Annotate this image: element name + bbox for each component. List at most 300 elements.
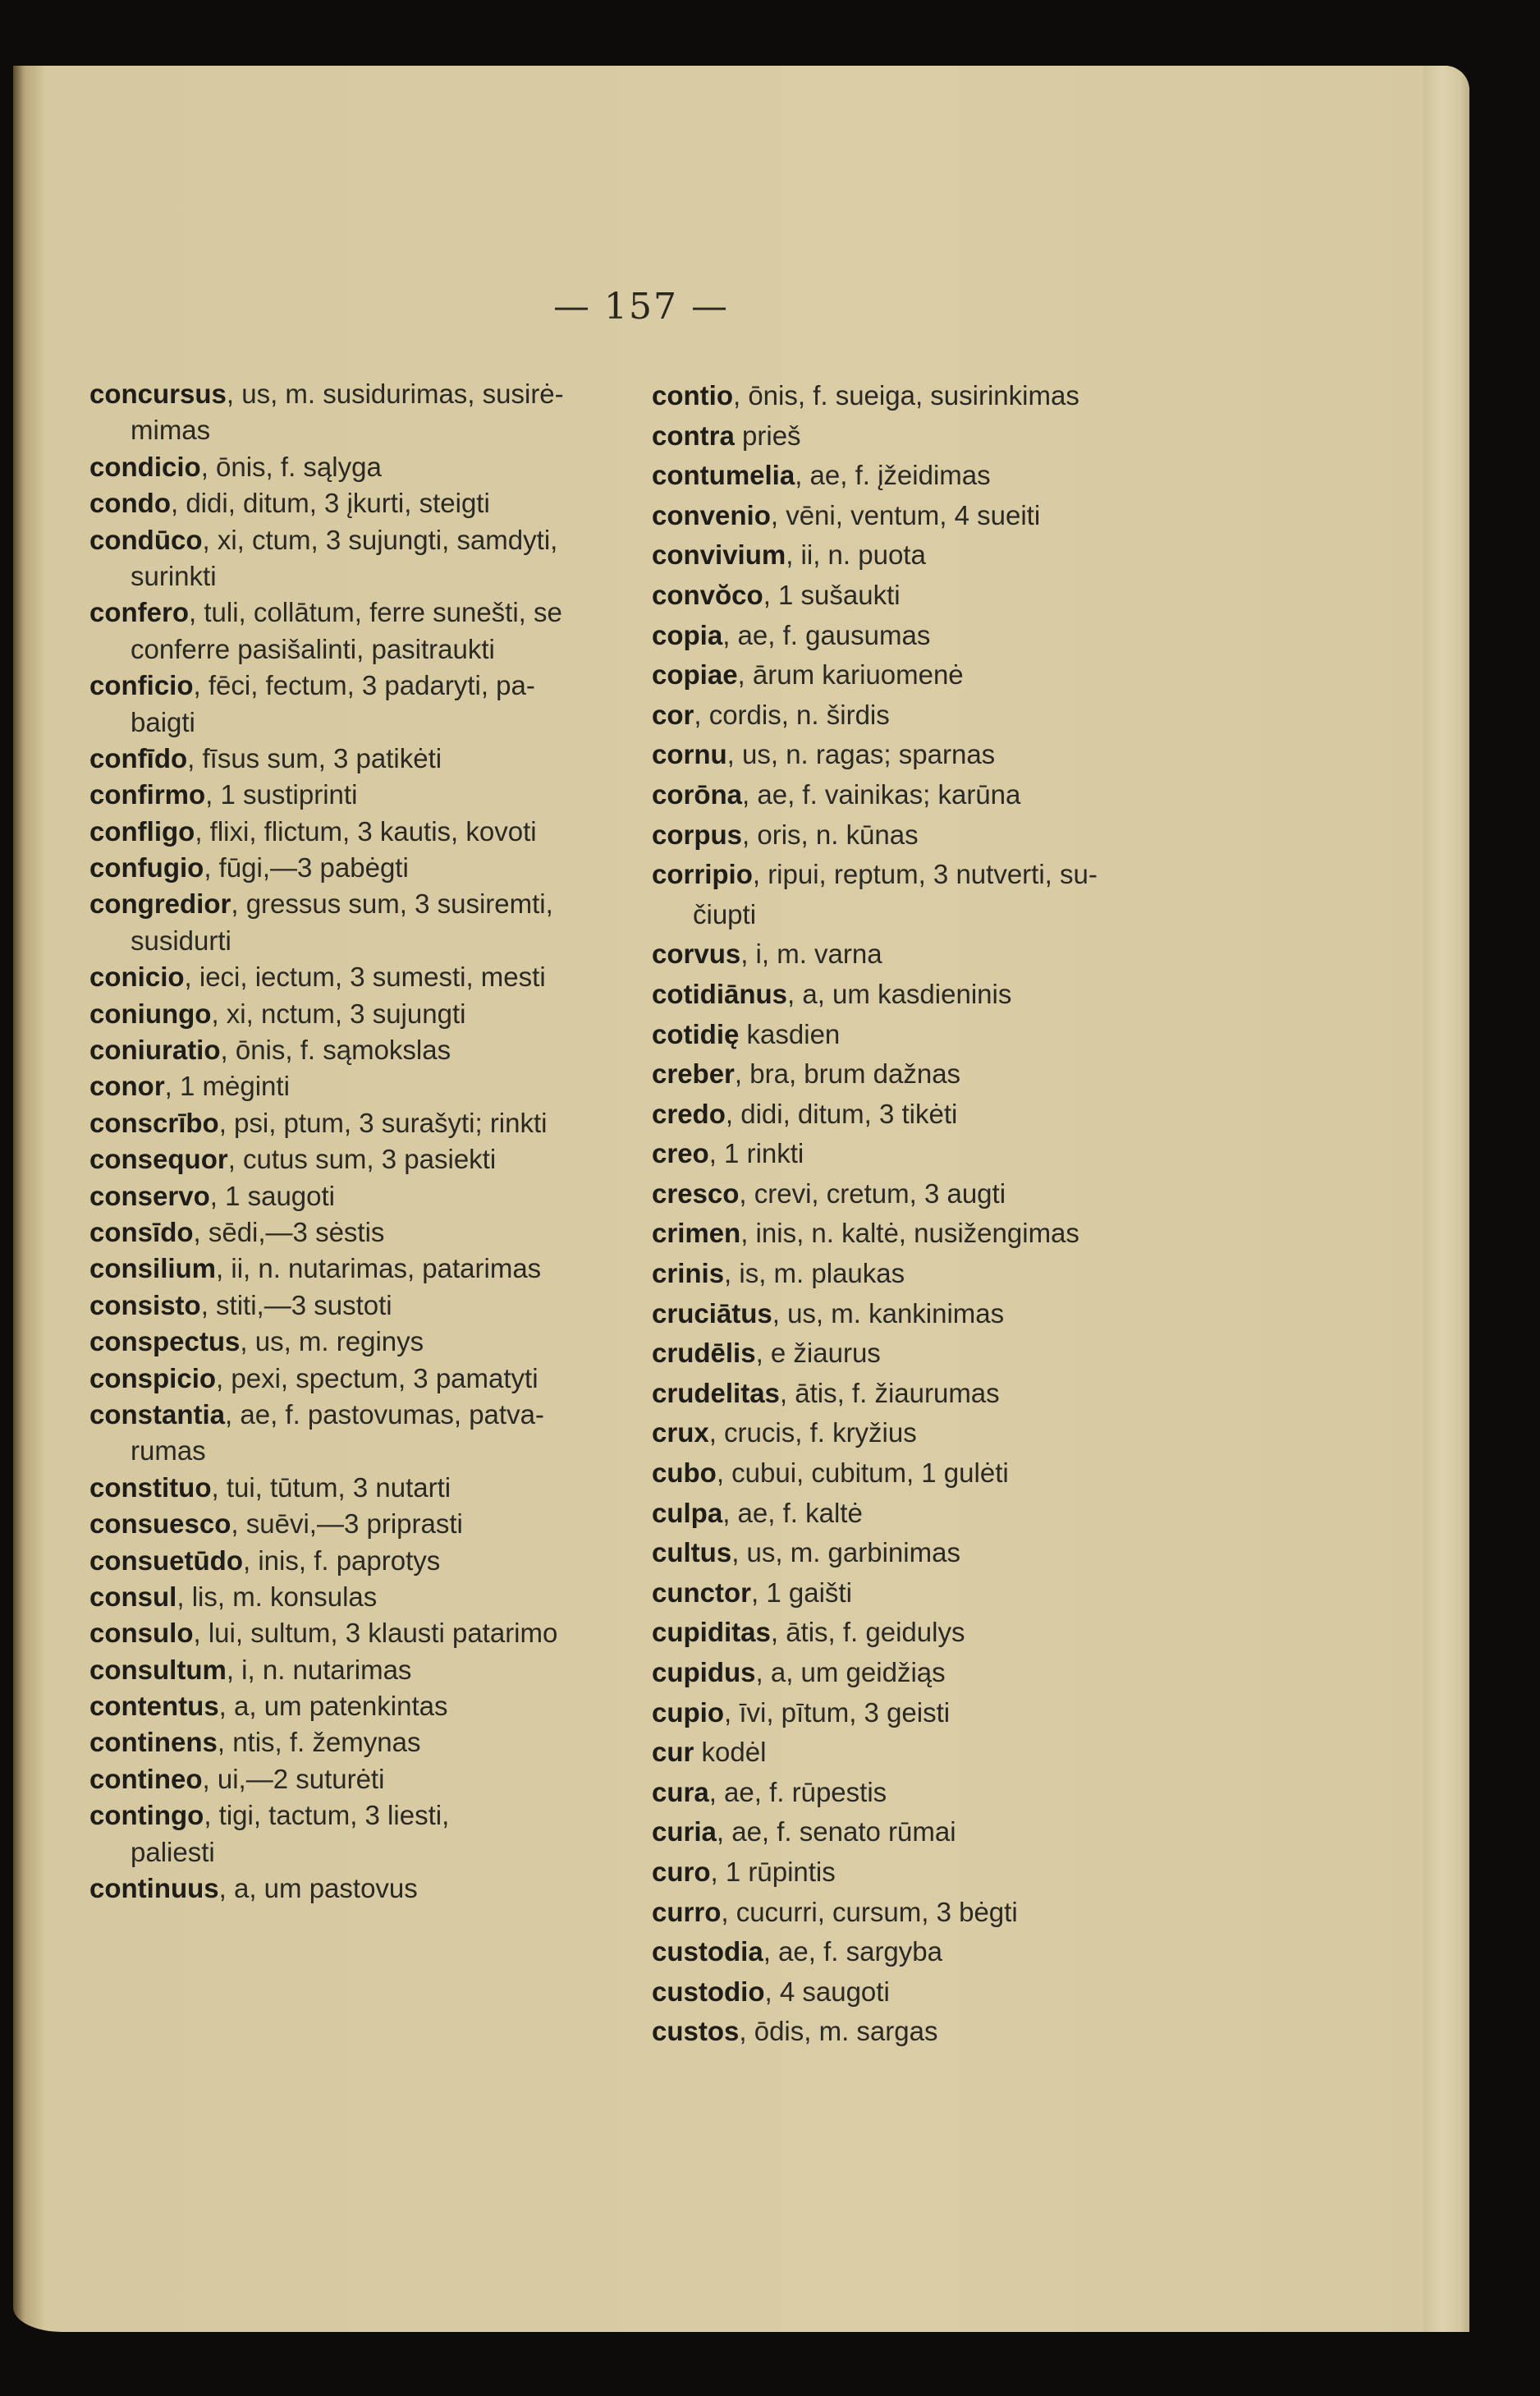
dictionary-entry bbox=[89, 1506, 631, 1542]
headword: contumelia bbox=[652, 460, 795, 491]
dictionary-entry bbox=[652, 1533, 1185, 1573]
entry-line bbox=[89, 1178, 631, 1214]
headword: corripio bbox=[652, 859, 753, 890]
definition: , i, n. nutarimas bbox=[226, 1654, 412, 1685]
headword: consul bbox=[89, 1581, 177, 1612]
definition: , cucurri, cursum, 3 bėgti bbox=[721, 1896, 1018, 1927]
definition: , ae, f. gausumas bbox=[722, 619, 931, 650]
entry-line bbox=[89, 1652, 631, 1688]
dictionary-entry bbox=[652, 815, 1185, 856]
entry-line bbox=[89, 1141, 631, 1177]
entry-line bbox=[652, 1294, 1185, 1334]
entry-line bbox=[89, 996, 631, 1032]
entry-line bbox=[652, 1733, 1185, 1773]
headword: contentus bbox=[89, 1691, 219, 1722]
dictionary-entry bbox=[652, 1413, 1185, 1453]
headword: cor bbox=[652, 699, 694, 730]
entry-line bbox=[652, 1972, 1185, 2013]
dictionary-entry bbox=[89, 996, 631, 1032]
headword: convenio bbox=[652, 499, 771, 530]
headword: cultus bbox=[652, 1537, 732, 1568]
dictionary-entry bbox=[89, 1214, 631, 1251]
definition: , 1 rūpintis bbox=[710, 1856, 836, 1887]
entry-line bbox=[652, 735, 1185, 775]
definition: , crevi, cretum, 3 augti bbox=[739, 1177, 1006, 1209]
entry-line bbox=[89, 594, 631, 631]
definition: , cutus sum, 3 pasiekti bbox=[227, 1144, 497, 1175]
headword: crudelitas bbox=[652, 1377, 780, 1408]
dictionary-entry bbox=[652, 416, 1185, 457]
dictionary-entry bbox=[652, 975, 1185, 1015]
dictionary-entry bbox=[89, 1141, 631, 1177]
headword: contio bbox=[652, 380, 733, 411]
definition: , ātis, f. žiaurumas bbox=[779, 1377, 1000, 1408]
dictionary-entry bbox=[89, 959, 631, 995]
definition: , ae, f. sargyba bbox=[763, 1936, 942, 1967]
dictionary-entry bbox=[89, 1324, 631, 1360]
definition: , inis, f. paprotys bbox=[243, 1545, 441, 1576]
dictionary-entry bbox=[89, 1397, 631, 1470]
entry-line bbox=[652, 934, 1185, 975]
headword: convivium bbox=[652, 539, 786, 571]
entry-line bbox=[89, 1068, 631, 1104]
headword: cupiditas bbox=[652, 1617, 771, 1648]
dictionary-entry bbox=[89, 1251, 631, 1287]
dictionary-entry bbox=[652, 376, 1185, 416]
dictionary-entry bbox=[652, 1015, 1185, 1055]
headword: crux bbox=[652, 1417, 709, 1448]
definition: , bra, brum dažnas bbox=[734, 1058, 961, 1090]
definition-continuation: mimas bbox=[131, 415, 211, 446]
definition: , tuli, collātum, ferre sunešti, se bbox=[189, 597, 562, 628]
definition: , inis, n. kaltė, nusižengimas bbox=[740, 1218, 1079, 1249]
entry-line bbox=[652, 855, 1185, 895]
definition: , us, m. susidurimas, susirė- bbox=[226, 379, 564, 409]
definition-continuation: rumas bbox=[131, 1435, 206, 1467]
entry-line bbox=[89, 1543, 631, 1579]
entry-line bbox=[89, 1797, 631, 1834]
entry-line bbox=[652, 1573, 1185, 1613]
entry-line bbox=[89, 1506, 631, 1542]
definition: , 1 saugoti bbox=[209, 1180, 336, 1211]
entry-line bbox=[652, 775, 1185, 815]
definition: , us, m. garbinimas bbox=[731, 1537, 960, 1568]
entry-line bbox=[652, 1453, 1185, 1494]
definition: , a, um kasdieninis bbox=[787, 978, 1012, 1009]
definition: , tigi, tactum, 3 liesti, bbox=[204, 1800, 450, 1831]
dictionary-entry bbox=[89, 1688, 631, 1724]
entry-line bbox=[89, 959, 631, 995]
dictionary-entry bbox=[652, 1294, 1185, 1334]
entry-line bbox=[652, 1015, 1185, 1055]
headword: conscrībo bbox=[89, 1107, 219, 1138]
entry-line bbox=[652, 1254, 1185, 1294]
headword: cupidus bbox=[652, 1657, 756, 1687]
definition: kodėl bbox=[694, 1737, 767, 1768]
headword: constantia bbox=[89, 1398, 226, 1430]
entry-line bbox=[89, 1324, 631, 1360]
dictionary-entry bbox=[89, 777, 631, 813]
dictionary-entry bbox=[652, 1494, 1185, 1534]
dictionary-column-left bbox=[89, 376, 631, 1907]
headword: creo bbox=[652, 1138, 709, 1169]
definition: , ae, f. įžeidimas bbox=[795, 460, 991, 491]
definition-continuation: surinkti bbox=[131, 560, 217, 591]
dictionary-entry bbox=[89, 668, 631, 741]
headword: coniungo bbox=[89, 998, 212, 1029]
headword: crudēlis bbox=[652, 1338, 756, 1369]
headword: continens bbox=[89, 1727, 218, 1758]
dictionary-entry bbox=[89, 1470, 631, 1506]
entry-line bbox=[652, 376, 1185, 416]
dictionary-entry bbox=[89, 1032, 631, 1068]
entry-line bbox=[652, 535, 1185, 576]
headword: constituo bbox=[89, 1471, 212, 1503]
entry-line bbox=[89, 1688, 631, 1724]
definition: , ae, f. vainikas; karūna bbox=[742, 778, 1021, 810]
entry-line bbox=[652, 1413, 1185, 1453]
entry-line bbox=[652, 1374, 1185, 1414]
dictionary-entry bbox=[652, 1972, 1185, 2013]
dictionary-entry bbox=[652, 1932, 1185, 1972]
definition: , lis, m. konsulas bbox=[176, 1581, 378, 1612]
entry-line bbox=[89, 1579, 631, 1615]
entry-line bbox=[89, 1724, 631, 1760]
entry-line bbox=[652, 1653, 1185, 1693]
dictionary-entry bbox=[89, 522, 631, 595]
definition-continuation: conferre pasišalinti, pasitraukti bbox=[131, 633, 495, 664]
dictionary-entry bbox=[89, 886, 631, 959]
entry-line bbox=[652, 1693, 1185, 1733]
entry-line bbox=[89, 1105, 631, 1141]
headword: custodia bbox=[652, 1936, 763, 1967]
book-page bbox=[13, 66, 1469, 2332]
entry-line bbox=[652, 975, 1185, 1015]
entry-line bbox=[652, 416, 1185, 457]
headword: curo bbox=[652, 1856, 711, 1887]
dictionary-entry bbox=[89, 741, 631, 777]
entry-line bbox=[652, 1812, 1185, 1852]
definition: , 1 mėginti bbox=[164, 1071, 290, 1102]
headword: creber bbox=[652, 1058, 735, 1090]
headword: continuus bbox=[89, 1873, 219, 1904]
headword: conspicio bbox=[89, 1362, 217, 1393]
dictionary-entry bbox=[89, 1288, 631, 1324]
headword: cresco bbox=[652, 1177, 740, 1209]
definition: , us, m. kankinimas bbox=[772, 1297, 1005, 1329]
headword: consilium bbox=[89, 1253, 217, 1284]
entry-line bbox=[652, 655, 1185, 695]
definition: , ntis, f. žemynas bbox=[217, 1727, 421, 1758]
definition: , stiti,—3 sustoti bbox=[200, 1289, 392, 1320]
definition: , 1 gaišti bbox=[751, 1577, 852, 1608]
definition: , didi, ditum, 3 įkurti, steigti bbox=[170, 488, 490, 519]
entry-line bbox=[89, 1361, 631, 1397]
dictionary-entry bbox=[652, 1693, 1185, 1733]
definition: , e žiaurus bbox=[755, 1338, 881, 1369]
headword: copiae bbox=[652, 659, 738, 691]
definition: , ōnis, f. sueiga, susirinkimas bbox=[732, 380, 1079, 411]
entry-line bbox=[652, 1893, 1185, 1933]
entry-line bbox=[652, 1214, 1185, 1254]
entry-line bbox=[652, 1333, 1185, 1374]
entry-line bbox=[89, 449, 631, 485]
entry-line bbox=[89, 668, 631, 704]
definition: , ripui, reptum, 3 nutverti, su- bbox=[752, 859, 1098, 890]
headword: cupio bbox=[652, 1696, 724, 1728]
headword: corvus bbox=[652, 939, 741, 970]
entry-line bbox=[652, 456, 1185, 496]
headword: conservo bbox=[89, 1180, 210, 1211]
headword: cornu bbox=[652, 739, 727, 770]
definition: , sēdi,—3 sėstis bbox=[193, 1216, 385, 1247]
definition: , ae, f. rūpestis bbox=[708, 1776, 887, 1807]
headword: cotidię bbox=[652, 1018, 740, 1049]
headword: copia bbox=[652, 619, 723, 650]
dictionary-entry bbox=[652, 1453, 1185, 1494]
headword: condicio bbox=[89, 451, 201, 482]
dictionary-entry bbox=[652, 1573, 1185, 1613]
dictionary-entry bbox=[652, 1134, 1185, 1174]
definition: , ae, f. pastovumas, patva- bbox=[225, 1398, 544, 1430]
dictionary-entry bbox=[89, 1361, 631, 1397]
headword: contineo bbox=[89, 1763, 203, 1794]
entry-line bbox=[652, 1174, 1185, 1214]
entry-line bbox=[89, 1870, 631, 1907]
definition: , suēvi,—3 priprasti bbox=[231, 1508, 463, 1540]
dictionary-entry bbox=[89, 449, 631, 485]
dictionary-entry bbox=[652, 1812, 1185, 1852]
dictionary-entry bbox=[89, 1761, 631, 1797]
definition: , a, um patenkintas bbox=[218, 1691, 448, 1722]
headword: congredior bbox=[89, 888, 231, 920]
definition: , didi, ditum, 3 tikėti bbox=[725, 1098, 958, 1129]
dictionary-entry bbox=[89, 1579, 631, 1615]
definition: , psi, ptum, 3 surašyti; rinkti bbox=[218, 1107, 548, 1138]
dictionary-entry bbox=[652, 934, 1185, 975]
dictionary-entry bbox=[652, 735, 1185, 775]
headword: consuetūdo bbox=[89, 1545, 243, 1576]
definition: , pexi, spectum, 3 pamatyti bbox=[216, 1362, 539, 1393]
dictionary-entry bbox=[89, 1105, 631, 1141]
headword: conficio bbox=[89, 670, 194, 701]
definition: , us, m. reginys bbox=[240, 1326, 424, 1357]
definition: , cordis, n. širdis bbox=[694, 699, 890, 730]
entry-line bbox=[652, 695, 1185, 736]
entry-line bbox=[652, 2012, 1185, 2052]
headword: cura bbox=[652, 1776, 709, 1807]
dictionary-entry bbox=[652, 1095, 1185, 1135]
definition: , lui, sultum, 3 klausti patarimo bbox=[193, 1618, 558, 1649]
entry-line bbox=[652, 496, 1185, 536]
dictionary-entry bbox=[652, 1653, 1185, 1693]
definition: , fūgi,—3 pabėgti bbox=[204, 852, 409, 884]
dictionary-entry bbox=[652, 616, 1185, 656]
entry-line bbox=[89, 1397, 631, 1433]
entry-line bbox=[652, 1932, 1185, 1972]
definition: , ōdis, m. sargas bbox=[739, 2016, 938, 2047]
definition: , ieci, iectum, 3 sumesti, mesti bbox=[184, 962, 546, 993]
dictionary-entry bbox=[652, 1893, 1185, 1933]
entry-line bbox=[89, 1470, 631, 1506]
entry-line bbox=[89, 1288, 631, 1324]
dictionary-entry bbox=[89, 485, 631, 521]
definition: , ōnis, f. sąlyga bbox=[200, 451, 382, 482]
entry-line bbox=[89, 1251, 631, 1287]
dictionary-entry bbox=[652, 456, 1185, 496]
entry-line bbox=[652, 1134, 1185, 1174]
headword: consisto bbox=[89, 1289, 201, 1320]
dictionary-entry bbox=[652, 1773, 1185, 1813]
definition-continuation: čiupti bbox=[693, 898, 757, 929]
entry-line bbox=[652, 1095, 1185, 1135]
definition: , 4 saugoti bbox=[764, 1976, 890, 2007]
definition: , fīsus sum, 3 patikėti bbox=[187, 742, 442, 773]
definition: , flixi, flictum, 3 kautis, kovoti bbox=[195, 815, 537, 847]
definition: , ii, n. puota bbox=[786, 539, 926, 571]
headword: crimen bbox=[652, 1218, 741, 1249]
definition: , gressus sum, 3 susiremti, bbox=[231, 888, 553, 920]
dictionary-entry bbox=[652, 2012, 1185, 2052]
dictionary-entry bbox=[652, 1174, 1185, 1214]
entry-line bbox=[89, 1032, 631, 1068]
entry-line bbox=[89, 741, 631, 777]
headword: confīdo bbox=[89, 742, 188, 773]
dictionary-entry bbox=[89, 1724, 631, 1760]
definition-continuation: paliesti bbox=[131, 1836, 215, 1867]
headword: condūco bbox=[89, 524, 203, 555]
dictionary-column-right bbox=[652, 376, 1185, 2052]
entry-line bbox=[652, 815, 1185, 856]
headword: curia bbox=[652, 1816, 717, 1847]
definition: , 1 sušaukti bbox=[763, 579, 901, 610]
dictionary-entry bbox=[652, 855, 1185, 934]
definition: , ii, n. nutarimas, patarimas bbox=[216, 1253, 542, 1284]
entry-line bbox=[89, 814, 631, 850]
entry-line bbox=[652, 1852, 1185, 1893]
headword: custos bbox=[652, 2016, 740, 2047]
definition: , ārum kariuomenė bbox=[737, 659, 964, 691]
definition: , oris, n. kūnas bbox=[742, 819, 919, 850]
dictionary-entry bbox=[652, 695, 1185, 736]
definition: , xi, nctum, 3 sujungti bbox=[211, 998, 466, 1029]
entry-line bbox=[89, 1761, 631, 1797]
entry-line bbox=[652, 1613, 1185, 1653]
headword: consīdo bbox=[89, 1216, 194, 1247]
definition: , us, n. ragas; sparnas bbox=[726, 739, 996, 770]
dictionary-entry bbox=[652, 1254, 1185, 1294]
dictionary-entry bbox=[89, 1543, 631, 1579]
headword: conspectus bbox=[89, 1326, 241, 1357]
headword: cotidiānus bbox=[652, 978, 788, 1009]
entry-line bbox=[89, 522, 631, 558]
definition: , crucis, f. kryžius bbox=[708, 1417, 917, 1448]
entry-line bbox=[652, 576, 1185, 616]
dictionary-entry bbox=[89, 1068, 631, 1104]
headword: confugio bbox=[89, 852, 204, 884]
headword: culpa bbox=[652, 1497, 723, 1528]
dictionary-entry bbox=[652, 655, 1185, 695]
headword: credo bbox=[652, 1098, 726, 1129]
headword: cunctor bbox=[652, 1577, 752, 1608]
headword: curro bbox=[652, 1896, 722, 1927]
page-number: — 157 — bbox=[553, 286, 729, 328]
definition: , īvi, pītum, 3 geisti bbox=[724, 1696, 951, 1728]
dictionary-entry bbox=[89, 376, 631, 449]
dictionary-entry bbox=[652, 1613, 1185, 1653]
headword: conicio bbox=[89, 962, 185, 993]
entry-line bbox=[89, 376, 631, 412]
entry-line bbox=[89, 777, 631, 813]
definition: , ōnis, f. sąmokslas bbox=[220, 1035, 451, 1066]
dictionary-entry bbox=[652, 576, 1185, 616]
dictionary-entry bbox=[89, 1870, 631, 1907]
headword: contingo bbox=[89, 1800, 204, 1831]
dictionary-entry bbox=[89, 814, 631, 850]
headword: crinis bbox=[652, 1258, 725, 1289]
dictionary-entry bbox=[89, 850, 631, 886]
entry-line bbox=[652, 1533, 1185, 1573]
headword: convŏco bbox=[652, 579, 763, 610]
headword: confligo bbox=[89, 815, 195, 847]
dictionary-entry bbox=[89, 1615, 631, 1651]
headword: consultum bbox=[89, 1654, 227, 1685]
dictionary-entry bbox=[89, 1797, 631, 1870]
definition: , a, um pastovus bbox=[218, 1873, 418, 1904]
dictionary-entry bbox=[652, 535, 1185, 576]
headword: confero bbox=[89, 597, 190, 628]
entry-line bbox=[89, 1615, 631, 1651]
entry-line bbox=[652, 616, 1185, 656]
definition: , ui,—2 suturėti bbox=[202, 1763, 385, 1794]
headword: consuesco bbox=[89, 1508, 231, 1540]
entry-line bbox=[89, 1214, 631, 1251]
dictionary-entry bbox=[652, 1374, 1185, 1414]
dictionary-entry bbox=[89, 1652, 631, 1688]
headword: cruciātus bbox=[652, 1297, 772, 1329]
definition: , fēci, fectum, 3 padaryti, pa- bbox=[193, 670, 535, 701]
entry-line bbox=[652, 1054, 1185, 1095]
headword: corpus bbox=[652, 819, 743, 850]
definition: , is, m. plaukas bbox=[724, 1258, 905, 1289]
headword: cubo bbox=[652, 1457, 717, 1489]
definition: , 1 sustiprinti bbox=[205, 779, 358, 810]
definition-continuation: susidurti bbox=[131, 925, 231, 956]
dictionary-entry bbox=[652, 1852, 1185, 1893]
definition: , vēni, ventum, 4 sueiti bbox=[770, 499, 1041, 530]
definition: , cubui, cubitum, 1 gulėti bbox=[716, 1457, 1009, 1489]
definition: , ae, f. senato rūmai bbox=[716, 1816, 956, 1847]
dictionary-entry bbox=[652, 1214, 1185, 1254]
dictionary-entry bbox=[652, 775, 1185, 815]
headword: consequor bbox=[89, 1144, 228, 1175]
definition: , ae, f. kaltė bbox=[722, 1497, 863, 1528]
entry-line bbox=[89, 485, 631, 521]
headword: concursus bbox=[89, 379, 227, 409]
definition: prieš bbox=[734, 420, 801, 451]
headword: contra bbox=[652, 420, 735, 451]
definition: , a, um geidžiąs bbox=[755, 1657, 946, 1687]
definition: kasdien bbox=[739, 1018, 841, 1049]
dictionary-entry bbox=[89, 1178, 631, 1214]
entry-line bbox=[89, 886, 631, 922]
headword: conor bbox=[89, 1071, 165, 1102]
entry-line bbox=[652, 1773, 1185, 1813]
definition: , ātis, f. geidulys bbox=[770, 1617, 965, 1648]
headword: coniuratio bbox=[89, 1035, 221, 1066]
entry-line bbox=[652, 1494, 1185, 1534]
definition: , 1 rinkti bbox=[708, 1138, 804, 1169]
